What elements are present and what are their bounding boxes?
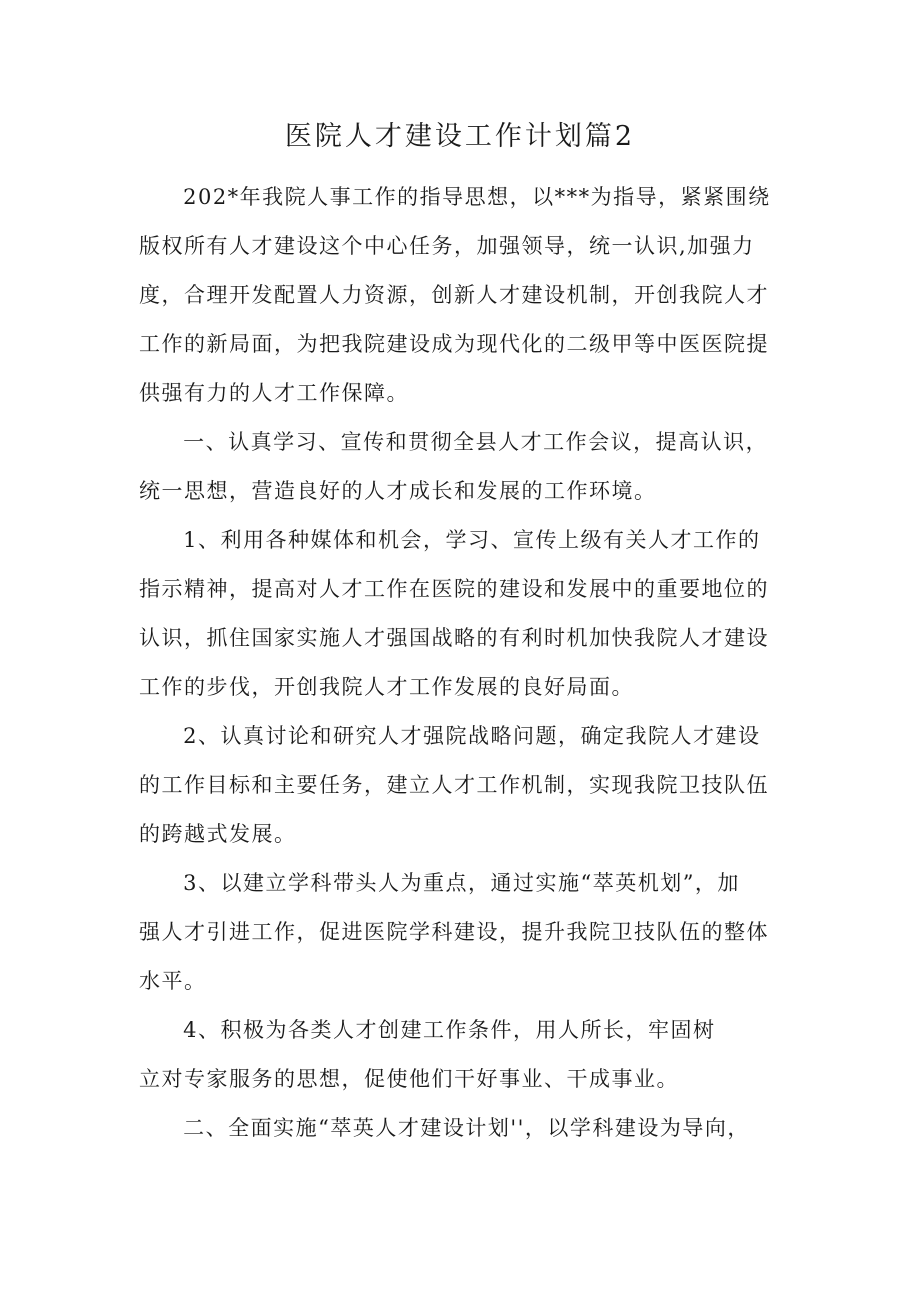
paragraph — [139, 418, 789, 516]
paragraph — [139, 1006, 789, 1104]
paragraph — [139, 859, 789, 1006]
text-line: 度，合理开发配置人力资源，创新人才建设机制，开创我院人才 — [139, 283, 769, 307]
text-line: 4、积极为各类人才创建工作条件，用人所长，牢固树 — [183, 1018, 716, 1042]
text-line: 认识，抓住国家实施人才强国战略的有利时机加快我院人才建设 — [139, 626, 769, 650]
document-body — [139, 173, 789, 1153]
document-title: 医院人才建设工作计划篇2 — [284, 121, 636, 152]
paragraph — [139, 1104, 789, 1153]
text-line: 供强有力的人才工作保障。 — [139, 381, 409, 405]
paragraph — [139, 173, 789, 418]
text-line: 一、认真学习、宣传和贯彻全县人才工作会议，提高认识， — [183, 430, 769, 454]
text-line: 的跨越式发展。 — [139, 822, 297, 846]
text-line: 版权所有人才建设这个中心任务，加强领导，统一认识,加强力 — [139, 234, 755, 258]
text-line: 水平。 — [139, 969, 207, 993]
text-line: 工作的步伐，开创我院人才工作发展的良好局面。 — [139, 675, 634, 699]
text-line: 工作的新局面，为把我院建设成为现代化的二级甲等中医医院提 — [139, 332, 769, 356]
paragraph — [139, 712, 789, 859]
text-line: 1、利用各种媒体和机会，学习、宣传上级有关人才工作的 — [183, 528, 761, 552]
text-line: 202*年我院人事工作的指导思想，以***为指导，紧紧围绕 — [183, 185, 771, 209]
text-line: 的工作目标和主要任务，建立人才工作机制，实现我院卫技队伍 — [139, 773, 769, 797]
text-line: 立对专家服务的思想，促使他们干好事业、干成事业。 — [139, 1067, 679, 1091]
text-line: 2、认真讨论和研究人才强院战略问题，确定我院人才建设 — [183, 724, 761, 748]
text-line: 统一思想，营造良好的人才成长和发展的工作环境。 — [139, 479, 657, 503]
text-line: 二、全面实施“萃英人才建设计划''，以学科建设为导向， — [183, 1116, 750, 1140]
text-line: 3、以建立学科带头人为重点，通过实施“萃英机划”，加 — [183, 871, 740, 895]
text-line: 强人才引进工作，促进医院学科建设，提升我院卫技队伍的整体 — [139, 920, 769, 944]
text-line: 指示精神，提高对人才工作在医院的建设和发展中的重要地位的 — [139, 577, 769, 601]
paragraph — [139, 516, 789, 712]
